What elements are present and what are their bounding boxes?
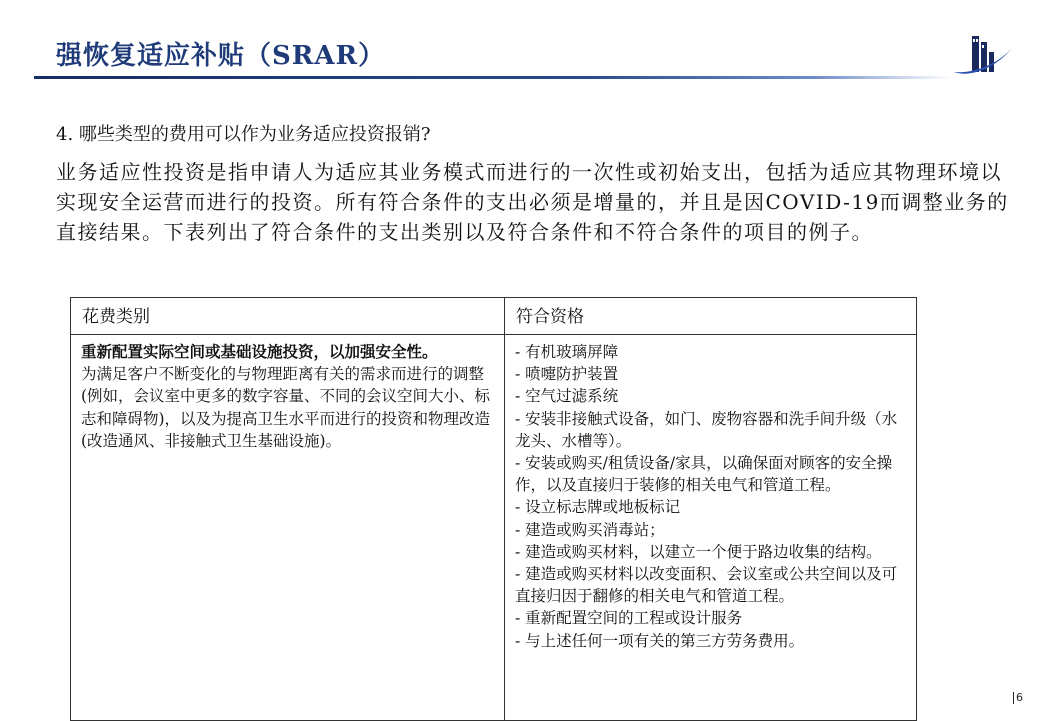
eligible-item: - 建造或购买消毒站； xyxy=(515,520,665,539)
building-swoosh-logo-icon xyxy=(950,28,1016,80)
eligibility-table xyxy=(70,297,917,721)
eligible-item: - 安装非接触式设备，如门、废物容器和洗手间升级（水龙头、水槽等）。 xyxy=(515,409,898,450)
eligible-item: - 喷嚏防护装置 xyxy=(515,365,619,384)
eligible-item: - 有机玻璃屏障 xyxy=(515,343,619,361)
category-cell xyxy=(71,335,505,721)
eligible-item: - 与上述任何一项有关的第三方劳务费用。 xyxy=(515,631,805,650)
eligible-item: - 安装或购买/租赁设备/家具，以确保面对顾客的安全操作，以及直接归于装修的相关电气和管道工程。 xyxy=(515,454,893,495)
eligible-item: - 重新配置空间的工程或设计服务 xyxy=(515,609,743,628)
page-number: 6 xyxy=(1013,692,1023,704)
eligible-item: - 建造或购买材料，以建立一个便于路边收集的结构。 xyxy=(515,542,882,561)
eligible-item: - 空气过滤系统 xyxy=(515,387,619,406)
table-row xyxy=(71,335,917,721)
title-underline xyxy=(34,76,952,79)
eligible-item: - 设立标志牌或地板标记 xyxy=(515,498,681,517)
column-header-eligible: 符合资格 xyxy=(505,298,917,335)
category-title: 重新配置实际空间或基础设施投资，以加强安全性。 xyxy=(81,342,438,361)
column-header-category: 花费类别 xyxy=(71,298,505,335)
table-header-row xyxy=(71,298,917,335)
intro-paragraph: 业务适应性投资是指申请人为适应其业务模式而进行的一次性或初始支出，包括为适应其物理环境以实现安全运营而进行的投资。所有符合条件的支出必须是增量的，并且是因COVID-19而调整业务的直接结果。下表列出了符合条件的支出类别以及符合条件和不符合条件的项目的例子。 xyxy=(56,160,1009,244)
category-description: 为满足客户不断变化的与物理距离有关的需求而进行的调整(例如，会议室中更多的数字容量、不同的会议空间大小、标志和障碍物)，以及为提高卫生水平而进行的投资和物理改造(改造通风、非接触式卫生基础设施)。 xyxy=(81,365,491,450)
eligible-cell xyxy=(505,335,917,721)
slide-title: 强恢复适应补贴（SRAR） xyxy=(56,41,386,71)
question-heading: 4. 哪些类型的费用可以作为业务适应投资报销? xyxy=(56,124,431,145)
eligible-item: - 建造或购买材料以改变面积、会议室或公共空间以及可直接归因于翻修的相关电气和管道工程。 xyxy=(515,565,898,606)
